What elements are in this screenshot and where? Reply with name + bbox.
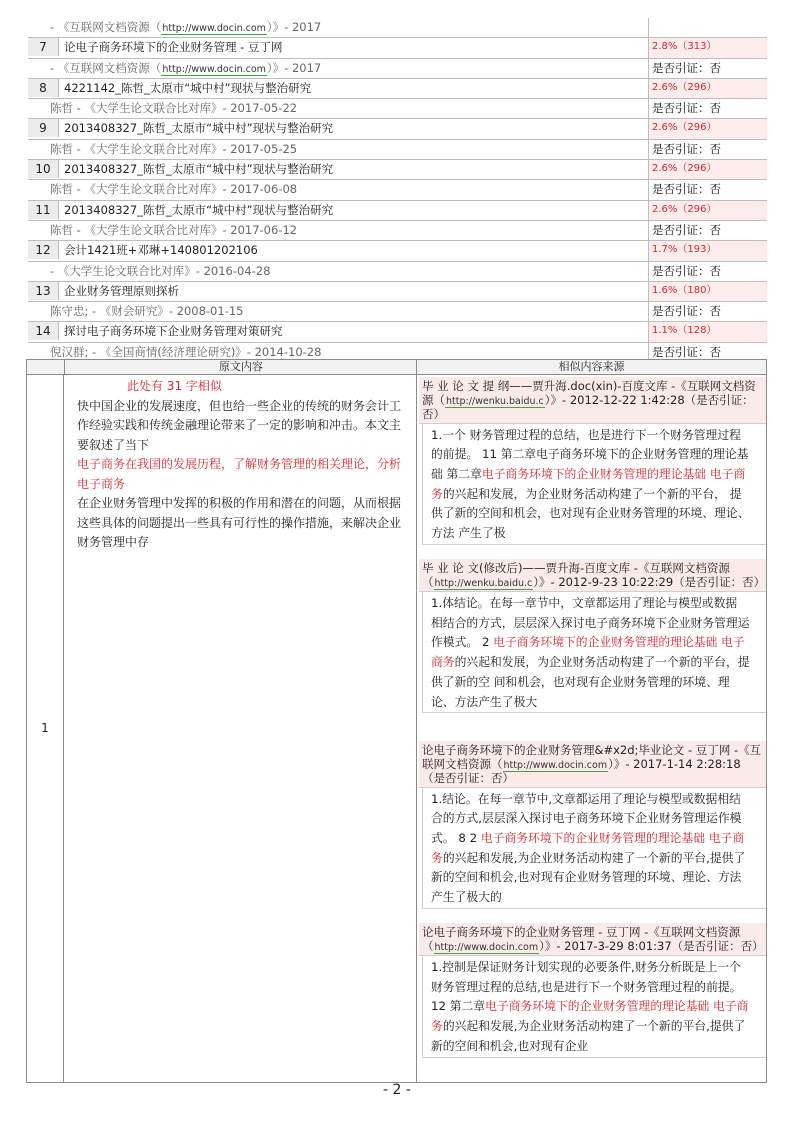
original-text-part1: 快中国企业的发展速度，但也给一些企业的传统的财务会计工作经验实践和传统金融理论带来了一定的影响和冲击。本文主要叙述了当下 (77, 398, 402, 452)
reference-source: - 《大学生论文联合比对库》- 2016-04-28 (50, 263, 271, 278)
source-header (419, 559, 766, 592)
reference-title: 4221142_陈哲_太原市“城中村”现状与整治研究 (64, 80, 312, 95)
source-title: 论电子商务环境下的企业财务管理&#x2d;毕业论文 - 豆丁网 -《互联网文档资源（ (422, 743, 762, 771)
citation-status: 是否引证：否 (648, 302, 767, 321)
reference-text (28, 160, 648, 179)
reference-title: 2013408327_陈哲_太原市“城中村”现状与整治研究 (64, 202, 334, 217)
source-entry (419, 923, 766, 1058)
original-text-highlight: 电子商务在我国的发展历程，了解财务管理的相关理论，分析电子商务 (77, 457, 402, 491)
reference-number: 7 (28, 38, 59, 56)
source-meta: ）》- 2012-12-22 1:42:28（是否引证：否） (422, 392, 754, 421)
source-text-highlight: 电子商务环境下的企业财务管理的理论基础 电子商务 (431, 635, 745, 670)
reference-title: 论电子商务环境下的企业财务管理 - 豆丁网 (64, 40, 283, 55)
source-text: 1.控制是保证财务计划实现的必要条件,财务分析既是上一个财务管理过程的总结,也是进行下一个财务管理过程的前提。 12 第二章 (431, 960, 742, 1014)
reference-text (28, 99, 648, 118)
reference-title: 2013408327_陈哲_太原市“城中村”现状与整治研究 (64, 162, 334, 177)
reference-number: 14 (28, 322, 59, 340)
citation-status (648, 18, 767, 37)
source-header (419, 377, 766, 424)
source-text: 的兴起和发展,为企业财务活动构建了一个新的平台,提供了新的空间和机会,也对现有企业 (431, 1019, 746, 1053)
reference-list (28, 18, 767, 363)
reference-number: 10 (28, 160, 59, 178)
original-text (64, 397, 416, 553)
source-meta: ）》- 2017-1-14 2:28:18（是否引证：否） (422, 756, 741, 785)
source-title: 毕 业 论 文(修改后)——贾升海-百度文库 -《互联网文档资源（ (422, 561, 730, 589)
reference-number: 9 (28, 119, 59, 137)
reference-title-row (28, 241, 767, 261)
reference-title-row (28, 79, 767, 99)
similarity-percent: 1.1%（128） (648, 322, 767, 341)
citation-status: 是否引证：否 (648, 99, 767, 118)
reference-link[interactable]: http://www.docin.com (162, 63, 266, 75)
source-entry (419, 377, 766, 545)
reference-number: 13 (28, 282, 59, 300)
similarity-percent: 2.6%（296） (648, 201, 767, 220)
reference-source: 倪汉群; - 《全国商情(经济理论研究)》- 2014-10-28 (50, 344, 322, 359)
source-entry (419, 741, 766, 909)
source-body (422, 424, 766, 545)
source-link[interactable]: http://www.docin.com (503, 759, 608, 771)
table-header (27, 360, 766, 375)
original-content-cell (64, 375, 417, 1082)
source-header (419, 923, 766, 956)
reference-text (28, 201, 648, 220)
similar-sources-cell (417, 375, 766, 1082)
reference-text (28, 241, 648, 260)
citation-status: 是否引证：否 (648, 140, 767, 159)
reference-text (28, 221, 648, 240)
source-body (422, 956, 766, 1058)
source-text-highlight: 电子商务环境下的企业财务管理的理论基础 电子商务 (431, 466, 746, 501)
reference-text (28, 282, 648, 301)
similarity-percent: 2.6%（296） (648, 79, 767, 98)
citation-status: 是否引证：否 (648, 180, 767, 199)
reference-number: 12 (28, 241, 59, 259)
row-number-cell (27, 375, 64, 1082)
reference-source-tail: ）》- 2017 (266, 60, 322, 75)
source-header (419, 741, 766, 788)
reference-link[interactable]: http://www.docin.com (162, 23, 266, 34)
source-text: 1.结论。在每一章节中,文章都运用了理论与模型或数据相结合的方式,层层深入探讨电子商务环境下企业财务管理运作模式。 8 2 (431, 791, 742, 845)
reference-source-row (28, 221, 767, 241)
reference-source-tail: ）》- 2017 (266, 20, 322, 34)
citation-status: 是否引证：否 (648, 262, 767, 281)
reference-title-row (28, 201, 767, 221)
source-text-highlight: 电子商务环境下的企业财务管理的理论基础 电子商务 (431, 830, 745, 865)
comparison-table (26, 359, 767, 1083)
reference-number: 11 (28, 201, 59, 219)
source-text: 1.一个 财务管理过程的总结，也是进行下一个财务管理过程的前提。 11 第二章电子商务环境下的企业财务管理的理论基础 第二章 (431, 427, 749, 481)
reference-source: 陈守忠; - 《财会研究》- 2008-01-15 (50, 304, 244, 319)
similarity-percent: 2.6%（296） (648, 119, 767, 138)
source-text-highlight: 电子商务环境下的企业财务管理的理论基础 电子商务 (431, 999, 749, 1034)
reference-text (28, 140, 648, 159)
reference-source-row (28, 99, 767, 119)
source-title: 毕 业 论 文 提 纲——贾升海.doc(xin)-百度文库 -《互联网文档资源（ (422, 379, 756, 407)
citation-status: 是否引证：否 (648, 59, 767, 78)
reference-source: - 《互联网文档资源（ (50, 60, 162, 75)
reference-text (28, 79, 648, 98)
reference-title-row (28, 119, 767, 139)
source-link[interactable]: http://www.docin.com (434, 941, 539, 953)
page-number: - 2 - (383, 1082, 411, 1098)
source-text: 的兴起和发展，为企业财务活动构建了一个新的平台，提供了新的空 间和机会，也对现有企业财务管理的环境、理论、方法产生了极大 (431, 655, 750, 709)
header-similar: 相似内容来源 (416, 360, 766, 374)
reference-source: 陈哲 - 《大学生论文联合比对库》- 2017-06-08 (50, 182, 298, 197)
source-link[interactable]: http://wenku.baidu.c (446, 395, 544, 407)
reference-source-row (28, 140, 767, 160)
reference-source-row (28, 180, 767, 200)
reference-title-row (28, 322, 767, 342)
source-body (422, 592, 766, 713)
reference-title-row (28, 282, 767, 302)
reference-source: - 《互联网文档资源（ (50, 20, 162, 34)
source-meta: ）》- 2017-3-29 8:01:37（是否引证：否） (539, 938, 764, 953)
source-meta: ）》- 2012-9-23 10:22:29（是否引证：否） (533, 574, 766, 589)
source-body (422, 788, 766, 909)
similarity-percent: 1.7%（193） (648, 241, 767, 260)
similarity-percent: 2.6%（296） (648, 160, 767, 179)
reference-text (28, 262, 648, 281)
reference-source-row (28, 302, 767, 322)
source-link[interactable]: http://wenku.baidu.c (434, 577, 533, 589)
reference-text (28, 38, 648, 57)
source-text: 的兴起和发展,为企业财务活动构建了一个新的平台,提供了新的空间和机会,也对现有企业财务管理的环境、理论、方法产生了极大的 (431, 850, 746, 905)
reference-title-row (28, 38, 767, 58)
source-title: 论电子商务环境下的企业财务管理 - 豆丁网 -《互联网文档资源（ (422, 925, 741, 953)
reference-text (28, 18, 648, 37)
reference-number: 8 (28, 79, 59, 97)
reference-text (28, 119, 648, 138)
reference-source: 陈哲 - 《大学生论文联合比对库》- 2017-05-22 (50, 101, 298, 116)
similarity-percent: 1.6%（180） (648, 282, 767, 301)
reference-text (28, 59, 648, 78)
reference-title: 企业财务管理原则探析 (64, 283, 179, 298)
reference-source-row (28, 59, 767, 79)
source-text: 的兴起和发展，为企业财务活动构建了一个新的平台， 提供了新的空间和机会，也对现有企业财务管理的环境、理论、方法 产生了极 (431, 486, 750, 541)
reference-source: 陈哲 - 《大学生论文联合比对库》- 2017-05-25 (50, 141, 298, 156)
similarity-percent: 2.8%（313） (648, 38, 767, 57)
reference-title: 会计1421班+邓琳+140801202106 (64, 243, 258, 258)
header-original: 原文内容 (64, 360, 417, 374)
original-text-part2: 在企业财务管理中发挥的积极的作用和潜在的问题，从而根据这些具体的问题提出一些具有可行性的操作措施，来解决企业财务管理中存 (77, 496, 402, 549)
row-number: 1 (41, 721, 49, 735)
reference-text (28, 180, 648, 199)
reference-title: 2013408327_陈哲_太原市“城中村”现状与整治研究 (64, 121, 334, 136)
reference-source: 陈哲 - 《大学生论文联合比对库》- 2017-06-12 (50, 222, 298, 237)
reference-source-row (28, 18, 767, 38)
similar-count-label: 此处有 31 字相似 (127, 379, 222, 393)
reference-title: 探讨电子商务环境下企业财务管理对策研究 (64, 324, 283, 339)
source-text: 1.体结论。在每一章节中，文章都运用了理论与模型或数据 相结合的方式，层层深入探讨电子商务环境下企业财务管理运作模式。 2 (431, 596, 750, 650)
reference-text (28, 302, 648, 321)
source-entry (419, 559, 766, 713)
reference-text (28, 322, 648, 341)
citation-status: 是否引证：否 (648, 343, 767, 362)
citation-status: 是否引证：否 (648, 221, 767, 240)
reference-source-row (28, 262, 767, 282)
reference-title-row (28, 160, 767, 180)
